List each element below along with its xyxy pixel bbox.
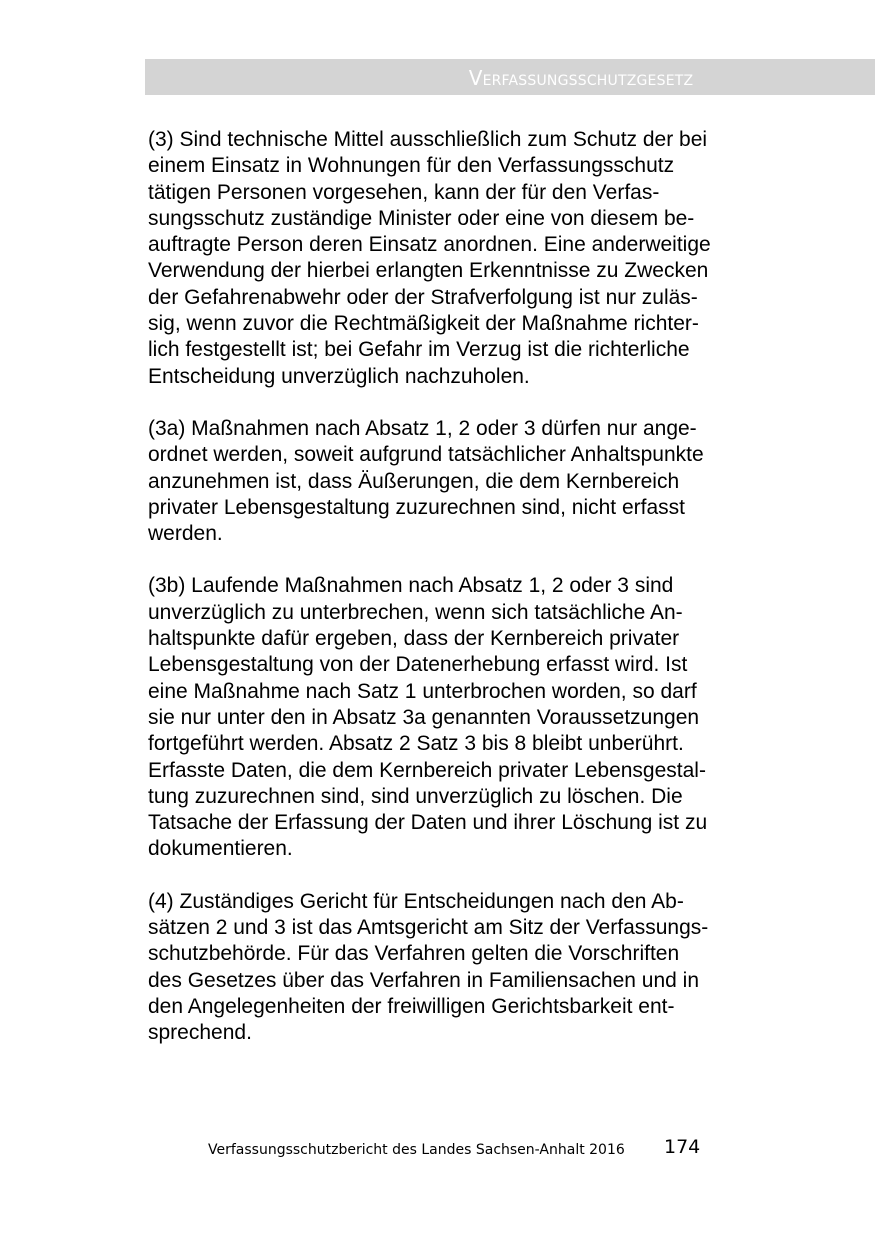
text-line: Tatsache der Erfassung der Daten und ihrer Löschung ist zu	[148, 811, 708, 835]
text-line: lich festgestellt ist; bei Gefahr im Verzug ist die richterliche	[148, 338, 690, 362]
text-line: (4) Zuständiges Gericht für Entscheidungen nach den Ab-	[148, 889, 684, 913]
footer-text: Verfassungsschutzbericht des Landes Sachsen-Anhalt 2016	[208, 1142, 625, 1158]
text-line: Lebensgestaltung von der Datenerhebung erfasst wird. Ist	[148, 653, 688, 677]
page-number: 174	[664, 1136, 701, 1158]
paragraph-4	[148, 889, 778, 1047]
text-line: eine Maßnahme nach Satz 1 unterbrochen worden, so darf	[148, 679, 697, 703]
text-line: den Angelegenheiten der freiwilligen Gerichtsbarkeit ent-	[148, 994, 675, 1018]
text-line: Erfasste Daten, die dem Kernbereich privater Lebensgestal-	[148, 758, 706, 782]
text-line: dokumentieren.	[148, 837, 293, 861]
text-line: tätigen Personen vorgesehen, kann der für den Verfas-	[148, 180, 660, 204]
text-line: einem Einsatz in Wohnungen für den Verfassungsschutz	[148, 154, 675, 178]
header-title: Verfassungsschutzgesetz	[468, 66, 694, 90]
text-line: schutzbehörde. Für das Verfahren gelten die Vorschriften	[148, 942, 680, 966]
text-line: (3b) Laufende Maßnahmen nach Absatz 1, 2 oder 3 sind	[148, 574, 674, 598]
text-line: ordnet werden, soweit aufgrund tatsächlicher Anhaltspunkte	[148, 443, 704, 467]
text-line: haltspunkte dafür ergeben, dass der Kernbereich privater	[148, 627, 680, 651]
text-line: (3a) Maßnahmen nach Absatz 1, 2 oder 3 dürfen nur ange-	[148, 416, 697, 440]
document-body	[148, 127, 778, 1073]
text-line: tung zuzurechnen sind, sind unverzüglich zu löschen. Die	[148, 784, 683, 808]
text-line: des Gesetzes über das Verfahren in Familiensachen und in	[148, 968, 699, 992]
text-line: der Gefahrenabwehr oder der Strafverfolgung ist nur zuläs-	[148, 285, 698, 309]
text-line: sätzen 2 und 3 ist das Amtsgericht am Sitz der Verfassungs-	[148, 916, 709, 940]
text-line: Verwendung der hierbei erlangten Erkenntnisse zu Zwecken	[148, 259, 709, 283]
text-line: werden.	[148, 522, 223, 546]
page-footer	[0, 1136, 875, 1162]
running-header	[145, 59, 875, 95]
text-line: fortgeführt werden. Absatz 2 Satz 3 bis 8 bleibt unberührt.	[148, 732, 684, 756]
text-line: sie nur unter den in Absatz 3a genannten Voraussetzungen	[148, 705, 700, 729]
text-line: sungsschutz zuständige Minister oder eine von diesem be-	[148, 206, 695, 230]
text-line: privater Lebensgestaltung zuzurechnen sind, nicht erfasst	[148, 495, 685, 519]
text-line: anzunehmen ist, dass Äußerungen, die dem Kernbereich	[148, 469, 680, 493]
text-line: Entscheidung unverzüglich nachzuholen.	[148, 364, 530, 388]
text-line: sprechend.	[148, 1021, 252, 1045]
text-line: auftragte Person deren Einsatz anordnen. Eine anderweitige	[148, 233, 711, 257]
text-line: unverzüglich zu unterbrechen, wenn sich tatsächliche An-	[148, 600, 683, 624]
text-line: (3) Sind technische Mittel ausschließlich zum Schutz der bei	[148, 128, 708, 151]
paragraph-3	[148, 127, 778, 390]
paragraph-3a	[148, 416, 778, 547]
text-line: sig, wenn zuvor die Rechtmäßigkeit der Maßnahme richter-	[148, 312, 699, 336]
paragraph-3b	[148, 573, 778, 862]
